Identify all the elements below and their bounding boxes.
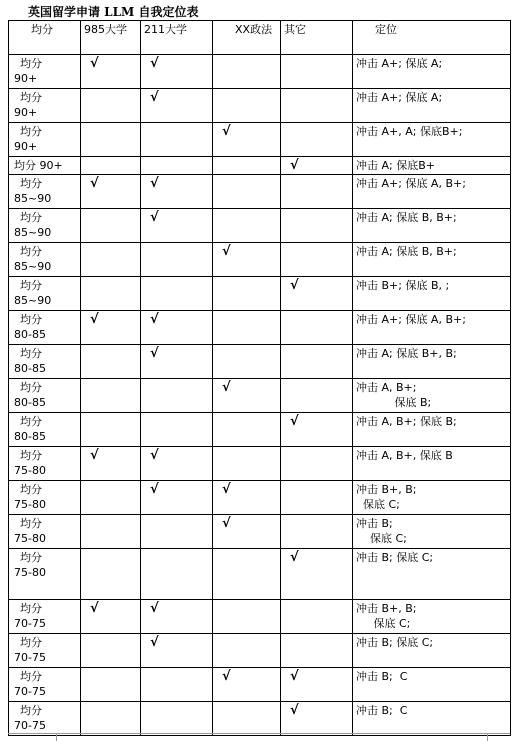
check-cell-zf [213,175,281,209]
position-cell: 冲击 B; 保底 C; [353,634,511,668]
check-cell-zf [213,634,281,668]
avg-score-cell: 均分 80-85 [9,379,81,413]
check-cell-other [281,55,353,89]
check-cell-zf [213,277,281,311]
check-cell-c985 [81,243,141,277]
check-cell-c211 [141,413,213,447]
check-cell-zf [213,209,281,243]
check-cell-c211 [141,345,213,379]
check-cell-other [281,379,353,413]
position-cell: 冲击 B; C [353,702,511,736]
position-cell: 冲击 A+; 保底 A; [353,55,511,89]
table-row [9,345,511,379]
table-row [9,175,511,209]
checkmark-icon: √ [290,414,299,429]
avg-score-cell: 均分 75-80 [9,447,81,481]
page-corner-mark-right [487,733,488,741]
check-cell-other [281,89,353,123]
checkmark-icon: √ [90,56,99,71]
checkmark-icon: √ [150,56,159,71]
check-cell-c985 [81,668,141,702]
position-cell: 冲击 B+; 保底 B, ; [353,277,511,311]
avg-score-cell: 均分 85~90 [9,209,81,243]
position-cell: 冲击 A+; 保底 A, B+; [353,175,511,209]
check-cell-zf [213,157,281,175]
check-cell-other [281,243,353,277]
position-cell: 冲击 A+, A; 保底B+; [353,123,511,157]
table-row [9,702,511,736]
avg-score-cell: 均分 80-85 [9,345,81,379]
checkmark-icon: √ [222,124,231,139]
check-cell-c211 [141,311,213,345]
position-cell: 冲击 A; 保底 B+, B; [353,345,511,379]
table-row [9,123,511,157]
header-zhengfa: XX政法 [213,21,281,55]
checkmark-icon: √ [222,669,231,684]
check-cell-c211 [141,209,213,243]
check-cell-c211 [141,277,213,311]
checkmark-icon: √ [222,482,231,497]
table-row [9,600,511,634]
check-cell-zf [213,481,281,515]
avg-score-cell: 均分 90+ [9,89,81,123]
position-cell: 冲击 A+; 保底 A; [353,89,511,123]
checkmark-icon: √ [150,210,159,225]
avg-score-cell: 均分 85~90 [9,243,81,277]
position-cell: 冲击 A+; 保底 A, B+; [353,311,511,345]
check-cell-c985 [81,702,141,736]
check-cell-c211 [141,634,213,668]
check-cell-other [281,515,353,549]
header-985: 985大学 [81,21,141,55]
checkmark-icon: √ [150,176,159,191]
table-row [9,447,511,481]
check-cell-c985 [81,55,141,89]
check-cell-c985 [81,311,141,345]
check-cell-c211 [141,55,213,89]
checkmark-icon: √ [90,312,99,327]
table-row [9,481,511,515]
table-row [9,209,511,243]
check-cell-other [281,481,353,515]
check-cell-zf [213,345,281,379]
avg-score-cell: 均分 70-75 [9,668,81,702]
table-row [9,634,511,668]
table-row [9,668,511,702]
check-cell-c985 [81,413,141,447]
check-cell-c985 [81,175,141,209]
checkmark-icon: √ [222,380,231,395]
check-cell-zf [213,447,281,481]
check-cell-zf [213,89,281,123]
avg-score-cell: 均分 90+ [9,157,81,175]
avg-score-cell: 均分 80-85 [9,311,81,345]
check-cell-other [281,668,353,702]
header-other: 其它 [281,21,353,55]
position-cell: 冲击 B+, B; 保底 C; [353,600,511,634]
check-cell-c211 [141,447,213,481]
checkmark-icon: √ [150,482,159,497]
check-cell-c211 [141,379,213,413]
position-cell: 冲击 A, B+; 保底 B; [353,379,511,413]
checkmark-icon: √ [290,278,299,293]
check-cell-c985 [81,123,141,157]
checkmark-icon: √ [90,448,99,463]
check-cell-c985 [81,447,141,481]
avg-score-cell: 均分 70-75 [9,634,81,668]
check-cell-other [281,413,353,447]
check-cell-c985 [81,379,141,413]
header-211: 211大学 [141,21,213,55]
avg-score-cell: 均分 90+ [9,55,81,89]
check-cell-other [281,123,353,157]
table-row [9,549,511,600]
check-cell-zf [213,515,281,549]
check-cell-c211 [141,600,213,634]
page-bottom-rule [8,733,510,734]
avg-score-cell: 均分 80-85 [9,413,81,447]
checkmark-icon: √ [150,635,159,650]
check-cell-other [281,702,353,736]
table-row [9,413,511,447]
check-cell-c211 [141,123,213,157]
check-cell-other [281,175,353,209]
avg-score-cell: 均分 70-75 [9,702,81,736]
check-cell-c211 [141,89,213,123]
check-cell-c985 [81,277,141,311]
check-cell-other [281,634,353,668]
check-cell-zf [213,600,281,634]
check-cell-c211 [141,481,213,515]
self-positioning-table [8,20,511,736]
check-cell-other [281,277,353,311]
table-row [9,55,511,89]
check-cell-zf [213,549,281,600]
position-cell: 冲击 B; 保底 C; [353,515,511,549]
check-cell-other [281,549,353,600]
check-cell-zf [213,413,281,447]
check-cell-c211 [141,549,213,600]
check-cell-other [281,157,353,175]
check-cell-c985 [81,89,141,123]
check-cell-c985 [81,549,141,600]
position-cell: 冲击 B; C [353,668,511,702]
check-cell-c985 [81,345,141,379]
check-cell-c985 [81,209,141,243]
check-cell-other [281,311,353,345]
check-cell-c211 [141,702,213,736]
check-cell-zf [213,668,281,702]
check-cell-other [281,209,353,243]
header-avg: 均分 [9,21,81,55]
document-title: 英国留学申请 LLM 自我定位表 [28,5,199,19]
position-cell: 冲击 A; 保底 B, B+; [353,209,511,243]
check-cell-other [281,447,353,481]
table-row [9,157,511,175]
avg-score-cell: 均分 70-75 [9,600,81,634]
check-cell-c211 [141,668,213,702]
avg-score-cell: 均分 75-80 [9,481,81,515]
position-cell: 冲击 A, B+, 保底 B [353,447,511,481]
position-cell: 冲击 B+, B; 保底 C; [353,481,511,515]
check-cell-c985 [81,634,141,668]
avg-score-cell: 均分 75-80 [9,515,81,549]
check-cell-c985 [81,157,141,175]
checkmark-icon: √ [290,158,299,173]
check-cell-zf [213,702,281,736]
table-row [9,243,511,277]
checkmark-icon: √ [222,244,231,259]
check-cell-c211 [141,157,213,175]
avg-score-cell: 均分 90+ [9,123,81,157]
checkmark-icon: √ [150,90,159,105]
check-cell-other [281,345,353,379]
header-position: 定位 [353,21,511,55]
check-cell-c985 [81,515,141,549]
page-corner-mark-left [56,733,57,741]
position-cell: 冲击 A; 保底 B, B+; [353,243,511,277]
checkmark-icon: √ [150,312,159,327]
checkmark-icon: √ [290,550,299,565]
check-cell-zf [213,55,281,89]
avg-score-cell: 均分 85~90 [9,175,81,209]
position-cell: 冲击 B; 保底 C; [353,549,511,600]
avg-score-cell: 均分 75-80 [9,549,81,600]
avg-score-cell: 均分 85~90 [9,277,81,311]
checkmark-icon: √ [90,601,99,616]
header-row [9,21,511,55]
check-cell-c211 [141,175,213,209]
check-cell-zf [213,379,281,413]
checkmark-icon: √ [150,346,159,361]
table-row [9,379,511,413]
checkmark-icon: √ [290,669,299,684]
checkmark-icon: √ [290,703,299,718]
checkmark-icon: √ [90,176,99,191]
table-row [9,89,511,123]
position-cell: 冲击 A, B+; 保底 B; [353,413,511,447]
check-cell-c211 [141,243,213,277]
check-cell-c985 [81,481,141,515]
table-row [9,277,511,311]
checkmark-icon: √ [150,448,159,463]
checkmark-icon: √ [222,516,231,531]
table-row [9,311,511,345]
position-cell: 冲击 A; 保底B+ [353,157,511,175]
check-cell-zf [213,311,281,345]
table-row [9,515,511,549]
check-cell-zf [213,243,281,277]
check-cell-c985 [81,600,141,634]
check-cell-zf [213,123,281,157]
check-cell-other [281,600,353,634]
checkmark-icon: √ [150,601,159,616]
check-cell-c211 [141,515,213,549]
